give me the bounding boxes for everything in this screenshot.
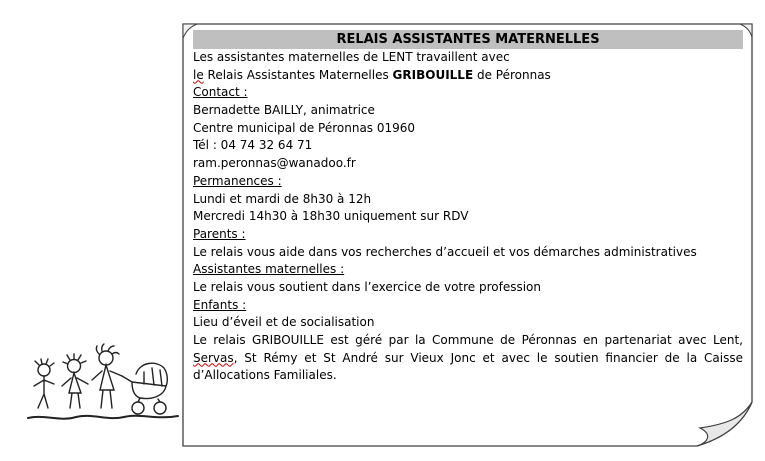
contact-phone: Tél : 04 74 32 64 71: [193, 138, 313, 153]
ground-line: [28, 416, 178, 419]
child-1-body: [34, 376, 54, 408]
parents-heading: Parents :: [193, 226, 246, 241]
permanences-line-1: Lundi et mardi de 8h30 à 12h: [193, 191, 372, 206]
contact-name: Bernadette BAILLY, animatrice: [193, 103, 375, 118]
closing-servas: Servas: [193, 350, 234, 365]
assistantes-text: Le relais vous soutient dans l’exercice de votre profession: [193, 279, 541, 294]
assistantes-heading: Assistantes maternelles :: [193, 262, 345, 277]
page-title: RELAIS ASSISTANTES MATERNELLES: [193, 30, 743, 49]
child-2-head: [68, 360, 81, 373]
permanences-heading: Permanences :: [193, 173, 282, 188]
child-2-body: [62, 373, 88, 408]
stroller-wheel-1: [132, 402, 144, 414]
contact-email: ram.peronnas@wanadoo.fr: [193, 156, 356, 171]
contact-heading: Contact :: [193, 85, 248, 100]
contact-address: Centre municipal de Péronnas 01960: [193, 120, 416, 135]
stroller-body: [132, 382, 166, 399]
enfants-heading: Enfants :: [193, 297, 247, 312]
note-content: [193, 30, 743, 385]
closing-part-2: , St Rémy et St André sur Vieux Jonc et avec le soutien financier de la Caisse d’Allocations Familiales.: [193, 350, 743, 383]
children-stroller-drawing: [24, 338, 182, 428]
permanences-line-2: Mercredi 14h30 à 18h30 uniquement sur RDV: [193, 209, 469, 224]
stroller-wheel-2: [154, 402, 166, 414]
intro-line-1: Les assistantes maternelles de LENT travaillent avec: [193, 50, 510, 64]
child-1-head: [38, 364, 50, 376]
intro-line-2-bold: GRIBOUILLE: [392, 67, 474, 82]
intro-line-2-pre: le: [193, 67, 204, 82]
intro-line-2: [193, 67, 743, 85]
stroller-handle: [122, 376, 132, 382]
parents-text: Le relais vous aide dans vos recherches d’accueil et vos démarches administratives: [193, 244, 697, 259]
intro-line-2-post: de Péronnas: [473, 67, 551, 82]
child-3-body: [92, 365, 122, 408]
closing-paragraph: [193, 332, 743, 385]
enfants-text: Lieu d’éveil et de socialisation: [193, 315, 375, 330]
intro-line-2-mid: Relais Assistantes Maternelles: [203, 67, 393, 82]
closing-part-1: Le relais GRIBOUILLE est géré par la Commune de Péronnas en partenariat avec Lent,: [193, 333, 743, 347]
